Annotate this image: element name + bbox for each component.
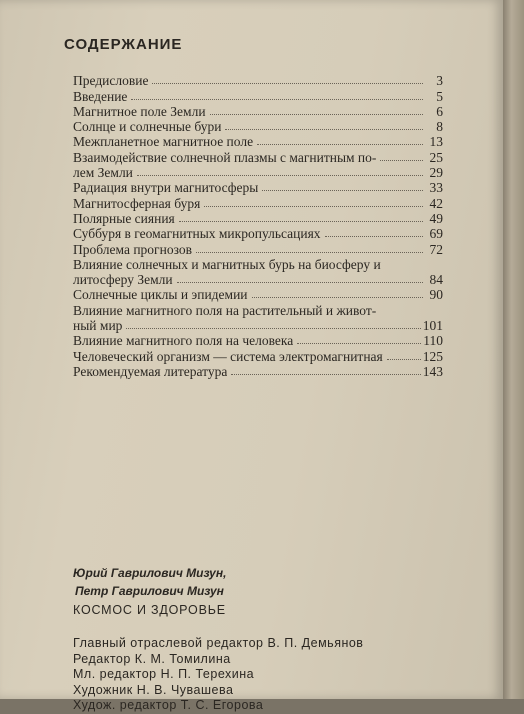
toc-entry-title: Суббуря в геомагнитных микропульсациях	[73, 226, 321, 242]
toc-entry	[73, 134, 443, 149]
toc-entry-title: Влияние солнечных и магнитных бурь на биосферу и	[73, 256, 381, 272]
toc-entry	[73, 165, 443, 180]
toc-entry-page: 6	[436, 103, 443, 119]
toc-entry-title: Предисловие	[73, 73, 149, 89]
toc-entry-title: Солнце и солнечные бури	[73, 119, 222, 135]
toc-leader-dots	[262, 190, 423, 191]
toc-leader-dots	[177, 282, 423, 283]
toc-entry-page: 110	[423, 333, 443, 349]
toc-entry-title: Межпланетное магнитное поле	[73, 134, 254, 150]
toc-entry	[73, 88, 443, 103]
credit-line: Мл. редактор Н. П. Терехина	[73, 667, 255, 681]
toc-entry-title: Радиация внутри магнитосферы	[73, 180, 259, 196]
toc-entry-title: Рекомендуемая литература	[73, 363, 228, 379]
toc-entry-page: 125	[422, 348, 443, 364]
page-edge	[503, 0, 524, 699]
toc-entry-page: 49	[429, 210, 443, 226]
toc-entry-page: 33	[429, 180, 443, 196]
book-title: КОСМОС И ЗДОРОВЬЕ	[73, 603, 226, 617]
toc-leader-dots	[131, 99, 423, 100]
table-of-contents	[73, 73, 443, 379]
toc-leader-dots	[297, 343, 421, 344]
credits	[73, 636, 363, 714]
toc-entry-title: Введение	[73, 88, 128, 104]
toc-entry-title: Влияние магнитного поля на растительный и живот-	[73, 302, 377, 318]
toc-entry-page: 3	[436, 73, 443, 89]
toc-leader-dots	[210, 114, 423, 115]
credit-line: Главный отраслевой редактор В. П. Демьянов	[73, 636, 364, 650]
toc-entry-page: 5	[436, 88, 443, 104]
toc-entry-title: Солнечные циклы и эпидемии	[73, 287, 248, 303]
toc-entry-page: 42	[429, 195, 443, 211]
toc-leader-dots	[252, 297, 423, 298]
author-2: Петр Гаврилович Мизун	[75, 584, 224, 598]
toc-entry-title: Взаимодействие солнечной плазмы с магнитным по-	[73, 149, 377, 165]
toc-entry	[73, 73, 443, 88]
toc-entry	[73, 287, 443, 302]
toc-entry-page: 8	[436, 119, 443, 135]
toc-entry-page: 25	[429, 149, 443, 165]
toc-leader-dots	[137, 175, 423, 176]
author-1: Юрий Гаврилович Мизун,	[73, 566, 227, 580]
toc-entry	[73, 180, 443, 195]
toc-entry-page: 29	[429, 165, 443, 181]
toc-entry	[73, 149, 443, 164]
toc-entry-title: ный мир	[73, 318, 123, 334]
toc-entry-title: лем Земли	[73, 165, 133, 181]
toc-leader-dots	[387, 359, 421, 360]
credit-line: Худож. редактор Т. С. Егорова	[73, 698, 264, 712]
toc-entry	[73, 318, 443, 333]
toc-entry-page: 72	[429, 241, 443, 257]
toc-entry	[73, 104, 443, 119]
toc-entry-page: 69	[429, 226, 443, 242]
toc-entry-title: Влияние магнитного поля на человека	[73, 333, 294, 349]
credit-line: Художник Н. В. Чувашева	[73, 682, 234, 697]
toc-leader-dots	[179, 221, 423, 222]
toc-entry-title: Полярные сияния	[73, 210, 175, 226]
toc-entry-title: Магнитосферная буря	[73, 195, 201, 211]
toc-leader-dots	[231, 374, 420, 375]
toc-leader-dots	[257, 144, 423, 145]
authors	[73, 566, 226, 602]
toc-leader-dots	[126, 328, 420, 329]
toc-leader-dots	[380, 160, 423, 161]
toc-entry-page: 84	[429, 272, 443, 288]
toc-leader-dots	[225, 129, 423, 130]
toc-entry	[73, 257, 443, 272]
toc-entry-title: литосферу Земли	[73, 272, 173, 288]
toc-entry	[73, 348, 443, 363]
toc-leader-dots	[204, 206, 423, 207]
toc-entry	[73, 333, 443, 348]
toc-entry-page: 90	[429, 287, 443, 303]
toc-entry	[73, 119, 443, 134]
toc-entry-title: Проблема прогнозов	[73, 241, 192, 257]
toc-entry	[73, 195, 443, 210]
toc-entry	[73, 364, 443, 379]
toc-entry	[73, 211, 443, 226]
toc-entry	[73, 241, 443, 256]
toc-leader-dots	[325, 236, 423, 237]
toc-entry-title: Магнитное поле Земли	[73, 103, 206, 119]
toc-entry-page: 13	[429, 134, 443, 150]
toc-leader-dots	[196, 252, 423, 253]
toc-entry	[73, 272, 443, 287]
toc-entry-page: 143	[422, 363, 443, 379]
toc-leader-dots	[152, 83, 423, 84]
toc-entry-title: Человеческий организм — система электромагнитная	[73, 348, 383, 364]
page-title: СОДЕРЖАНИЕ	[64, 36, 183, 53]
credit-line: Редактор К. М. Томилина	[73, 651, 231, 666]
toc-entry	[73, 226, 443, 241]
toc-entry-page: 101	[422, 318, 443, 334]
toc-entry	[73, 302, 443, 317]
